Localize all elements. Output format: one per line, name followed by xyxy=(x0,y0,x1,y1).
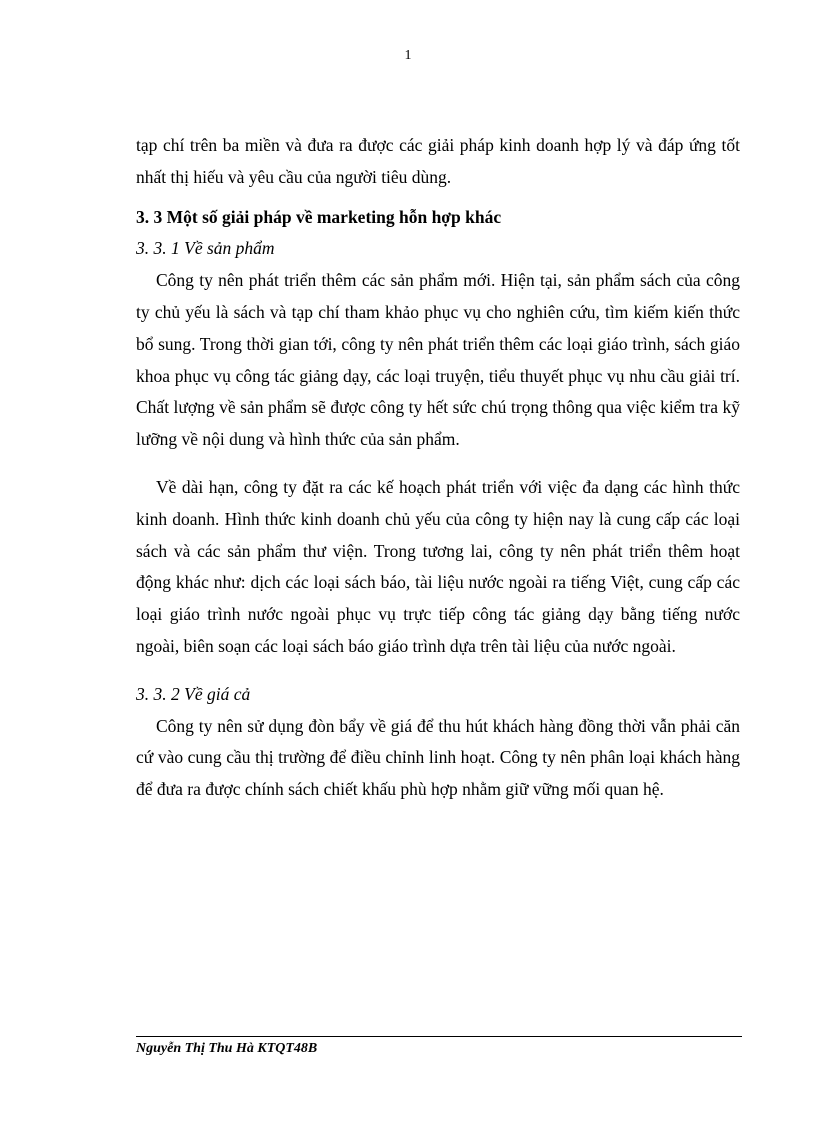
footer-divider xyxy=(136,1036,742,1037)
intro-paragraph: tạp chí trên ba miền và đưa ra được các giải pháp kinh doanh hợp lý và đáp ứng tốt nhất thị hiếu và yêu cầu của người tiêu dùng. xyxy=(136,135,740,187)
subsection-heading-price: 3. 3. 2 Về giá cả xyxy=(136,683,251,704)
page-footer xyxy=(136,1036,742,1057)
price-paragraph-1: Công ty nên sử dụng đòn bẩy về giá để thu hút khách hàng đồng thời vẫn phải căn cứ vào cung cầu thị trường để điều chỉnh linh hoạt. Công ty nên phân loại khách hàng để đưa ra được chính sách chiết khấu phù hợp nhằm giữ vững mối quan hệ. xyxy=(136,715,740,800)
subsection-heading-product: 3. 3. 1 Về sản phẩm xyxy=(136,238,275,259)
page-number: 1 xyxy=(404,48,412,63)
product-paragraph-2: Về dài hạn, công ty đặt ra các kế hoạch phát triển với việc đa dạng các hình thức kinh doanh. Hình thức kinh doanh chủ yếu của công ty hiện nay là cung cấp các loại sách và các sản phẩm thư viện. Trong tương lai, công ty nên phát triển thêm hoạt động khác như: dịch các loại sách báo, tài liệu nước ngoài ra tiếng Việt, cung cấp các loại giáo trình nước ngoài phục vụ trực tiếp công tác giảng dạy bằng tiếng nước ngoài, biên soạn các loại sách báo giáo trình dựa trên tài liệu của nước ngoài. xyxy=(136,476,740,656)
product-paragraph-1: Công ty nên phát triển thêm các sản phẩm mới. Hiện tại, sản phẩm sách của công ty chủ yếu là sách và tạp chí tham khảo phục vụ cho nghiên cứu, tìm kiếm kiến thức bổ sung. Trong thời gian tới, công ty nên phát triển thêm các loại giáo trình, sách giáo khoa phục vụ công tác giảng dạy, các loại truyện, tiểu thuyết phục vụ nhu cầu giải trí. Chất lượng về sản phẩm sẽ được công ty hết sức chú trọng thông qua việc kiểm tra kỹ lưỡng về nội dung và hình thức của sản phẩm. xyxy=(136,270,740,450)
document-body xyxy=(136,130,740,806)
section-heading: 3. 3 Một số giải pháp về marketing hỗn hợp khác xyxy=(136,206,502,227)
footer-author: Nguyễn Thị Thu Hà KTQT48B xyxy=(136,1041,318,1056)
